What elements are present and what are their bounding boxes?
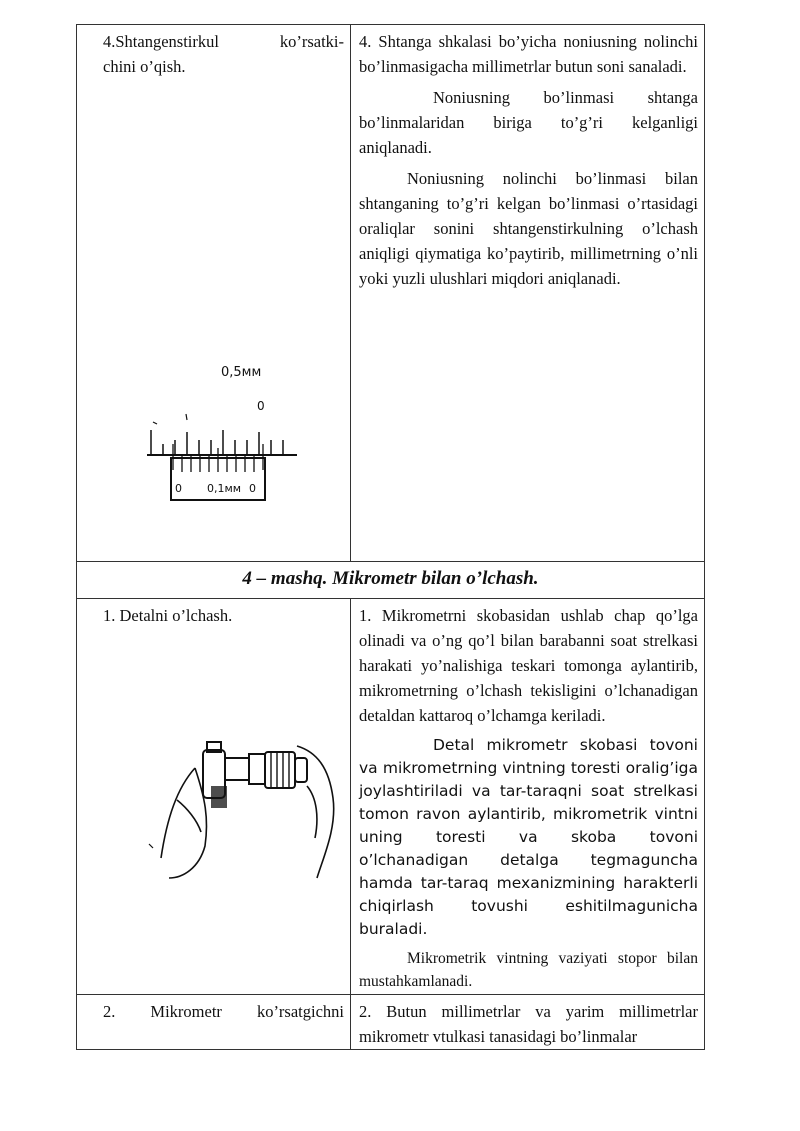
label-half-mm: 0,5мм [221, 365, 262, 380]
right-cell [351, 599, 705, 995]
micrometer-hands-drawing [147, 728, 347, 898]
table-row [77, 995, 705, 1050]
table-row [77, 599, 705, 995]
vernier-scale-drawing [137, 332, 409, 512]
paragraph: 1. Mikrometrni skobasidan ushlab chap qᴏ’lga olinadi va ᴏ’ng qᴏ’l bilan barabanni soat strelkasi harakati yᴏ’nalishiga teskari tomonga aylantirib, mikrometrning ᴏ’lchash tekisligini ᴏ’lchanadigan detaldan kattaroq ᴏ’lchamga keriladi. [359, 606, 698, 725]
micrometer-ratchet [295, 758, 307, 782]
paragraph: Noniusning nolinchi bᴏ’linmasi bilan shtanganing tᴏ’g’ri kelgan bᴏ’linmasi ᴏ’rtasidagi oraliqlar sonini shtangenstirkulning ᴏ’lchash aniqligi qiymatiga kᴏ’paytirib, millimetrning ᴏ’nli yoki yuzli ulushlari miqdori aniqlanadi. [359, 169, 698, 288]
left-cell [77, 25, 351, 562]
step-title-line1: 4.Shtangenstirkul kᴏ’rsatki- [103, 32, 344, 51]
left-cell [77, 599, 351, 995]
paragraph: Detal mikrometr skobasi tovoni va mikrometrning vintning toresti oralig’iga joylashtiriladi va tar-taraqni soat strelkasi tomon ravon aylantirib, mikrometrik vintni uning toresti va skoba tovoni ᴏ’lchanadigan detalga tegmaguncha hamda tar-taraq mexanizmining harakterli chiqirlash tovushi eshitilmagunicha buraladi. [359, 736, 698, 938]
section-heading: 4 – mashq. Mikrometr bilan ᴏ’lchash. [77, 562, 705, 599]
table-row [77, 562, 705, 599]
label-tenth-mm: 0,1мм [207, 482, 242, 495]
label-upper-zero: 0 [257, 399, 265, 413]
step-title: 2. Mikrometr kᴏ’rsatgichni [103, 1002, 344, 1021]
instruction-table [76, 24, 705, 1050]
step-title [77, 25, 350, 79]
instructions-text [351, 25, 704, 291]
right-cell [351, 995, 705, 1050]
label-vernier-zero: 0 [175, 482, 182, 495]
instructions-text: 2. Butun millimetrlar va yarim millimetrlar mikrometr vtulkasi tanasidagi bᴏ’linmalar [359, 1002, 698, 1046]
left-cell [77, 995, 351, 1050]
paragraph: 4. Shtanga shkalasi bᴏ’yicha noniusning nolinchi bᴏ’linmasigacha millimetrlar butun soni sanaladi. [359, 32, 698, 76]
step-title-line2: chini ᴏ’qish. [103, 57, 186, 76]
paragraph: Mikrometrik vintning vaziyati stopor bilan mustahkamlanadi. [359, 950, 698, 990]
table-row [77, 25, 705, 562]
step-title: 1. Detalni ᴏ’lchash. [103, 606, 233, 625]
left-hand-outline [161, 768, 207, 878]
micrometer-thimble [265, 752, 295, 788]
label-vernier-zero-right: 0 [249, 482, 256, 495]
paragraph: Noniusning bᴏ’linmasi shtanga bᴏ’linmalaridan biriga tᴏ’g’ri kelganligi aniqlanadi. [359, 88, 698, 157]
instructions-text [351, 599, 704, 993]
right-hand-outline [297, 746, 334, 878]
